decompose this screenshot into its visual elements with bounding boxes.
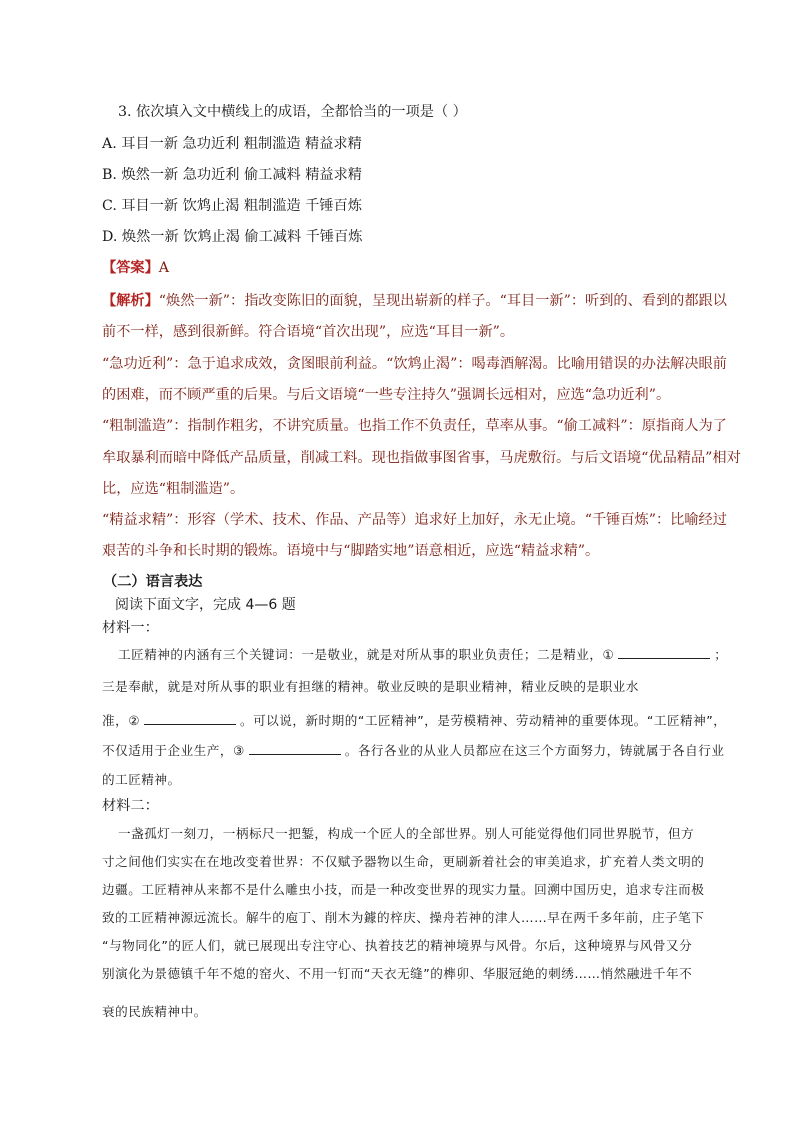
analysis-text-8: “精益求精”：形容（学术、技术、作品、产品等）追求好上加好，永无止境。“千锤百炼”：比喻经过 bbox=[102, 512, 727, 528]
answer-value: A bbox=[158, 260, 170, 276]
option-a: A. 耳目一新 急功近利 粗制滥造 精益求精 bbox=[102, 136, 362, 152]
material2-line-3: 边疆。工匠精神从来都不是什么雕虫小技，而是一种改变世界的现实力量。回溯中国历史，追求专注而极 bbox=[102, 882, 705, 897]
material1-line-3-end: 。可以说，新时期的“工匠精神”，是劳模精神、劳动精神的重要体现。“工匠精神”， bbox=[239, 713, 727, 728]
section-heading: （二）语言表达 bbox=[103, 574, 203, 590]
analysis-text-9: 艰苦的斗争和长时期的锻炼。语境中与“脚踏实地”语意相近，应选“精益求精”。 bbox=[102, 543, 600, 559]
analysis-line bbox=[102, 291, 727, 311]
analysis-text-4: 的困难，而不顾严重的后果。与后文语境“一些专注持久”强调长远相对，应选“急功近利”。 bbox=[102, 387, 671, 403]
analysis-text-3: “急功近利”：急于追求成效，贪图眼前利益。“饮鸩止渴”：喝毒酒解渴。比喻用错误的办法解决眼前 bbox=[102, 356, 727, 372]
section-instruction: 阅读下面文字，完成 4—6 题 bbox=[115, 597, 296, 613]
material2-label: 材料二： bbox=[102, 798, 159, 814]
material2-line-2: 寸之间他们实实在在地改变着世界：不仅赋予器物以生命，更刷新着社会的审美追求，扩充着人类文明的 bbox=[102, 854, 705, 869]
material1-line-4 bbox=[102, 740, 724, 761]
material2-line-4: 致的工匠精神源远流长。解牛的庖丁、削木为鐻的梓庆、操舟若神的津人……早在两千多年前，庄子笔下 bbox=[102, 910, 705, 925]
material1-line-5: 的工匠精神。 bbox=[102, 772, 181, 787]
option-b: B. 焕然一新 急功近利 偷工减料 精益求精 bbox=[102, 167, 362, 183]
blank-1 bbox=[618, 644, 710, 659]
material1-line-3-text: 准，② bbox=[102, 713, 140, 728]
blank-3 bbox=[249, 740, 341, 755]
analysis-text-1: “焕然一新”：指改变陈旧的面貌，呈现出崭新的样子。“耳目一新”：听到的、看到的都跟以 bbox=[158, 293, 727, 309]
material1-line-1-text: 工匠精神的内涵有三个关键词：一是敬业，就是对所从事的职业负责任；二是精业，① bbox=[118, 647, 615, 662]
material2-line-5: “与物同化”的匠人们，就已展现出专注守心、执着技艺的精神境界与风骨。尔后，这种境界与风骨又分 bbox=[102, 938, 693, 953]
analysis-text-6: 牟取暴利而暗中降低产品质量，削减工料。现也指做事图省事，马虎敷衍。与后文语境“优品精品”相对 bbox=[102, 450, 741, 466]
material2-line-7: 衰的民族精神中。 bbox=[102, 1004, 207, 1019]
question-stem: 3. 依次填入文中横线上的成语，全都恰当的一项是（ ） bbox=[118, 104, 467, 120]
material1-line-4-text: 不仅适用于企业生产，③ bbox=[102, 743, 245, 758]
option-d: D. 焕然一新 饮鸩止渴 偷工减料 千锤百炼 bbox=[102, 229, 363, 245]
answer-label: 【答案】 bbox=[102, 260, 159, 276]
analysis-label: 【解析】 bbox=[102, 293, 159, 309]
material1-line-3 bbox=[102, 710, 726, 731]
analysis-text-7: 比，应选“粗制滥造”。 bbox=[102, 481, 245, 497]
material1-line-2: 三是奉献，就是对所从事的职业有担继的精神。敬业反映的是职业精神，精业反映的是职业水 bbox=[102, 679, 639, 694]
material1-line-4-end: 。各行各业的从业人员都应在这三个方面努力，铸就属于各自行业 bbox=[344, 743, 725, 758]
answer-line bbox=[102, 258, 169, 278]
material2-line-6: 别演化为景德镇千年不熄的窑火、不用一钉而“天衣无缝”的榫卯、华服冠絶的刺绣……悄然融进千年不 bbox=[102, 966, 693, 981]
option-c: C. 耳目一新 饮鸩止渴 粗制滥造 千锤百炼 bbox=[102, 198, 362, 214]
blank-2 bbox=[144, 710, 236, 725]
material2-line-1: 一盏孤灯一刻刀，一柄标尺一把錾，构成一个匠人的全部世界。别人可能觉得他们同世界脱节，但方 bbox=[118, 826, 695, 841]
material1-line-1-end: ； bbox=[714, 647, 728, 662]
analysis-text-2: 前不一样，感到很新鲜。符合语境“首次出现”，应选“耳目一新”。 bbox=[102, 324, 515, 340]
material1-label: 材料一： bbox=[102, 620, 159, 636]
material1-line-1 bbox=[118, 644, 727, 665]
analysis-text-5: “粗制滥造”：指制作粗劣，不讲究质量。也指工作不负责任，草率从事。“偷工减料”：原指商人为了 bbox=[102, 418, 727, 434]
